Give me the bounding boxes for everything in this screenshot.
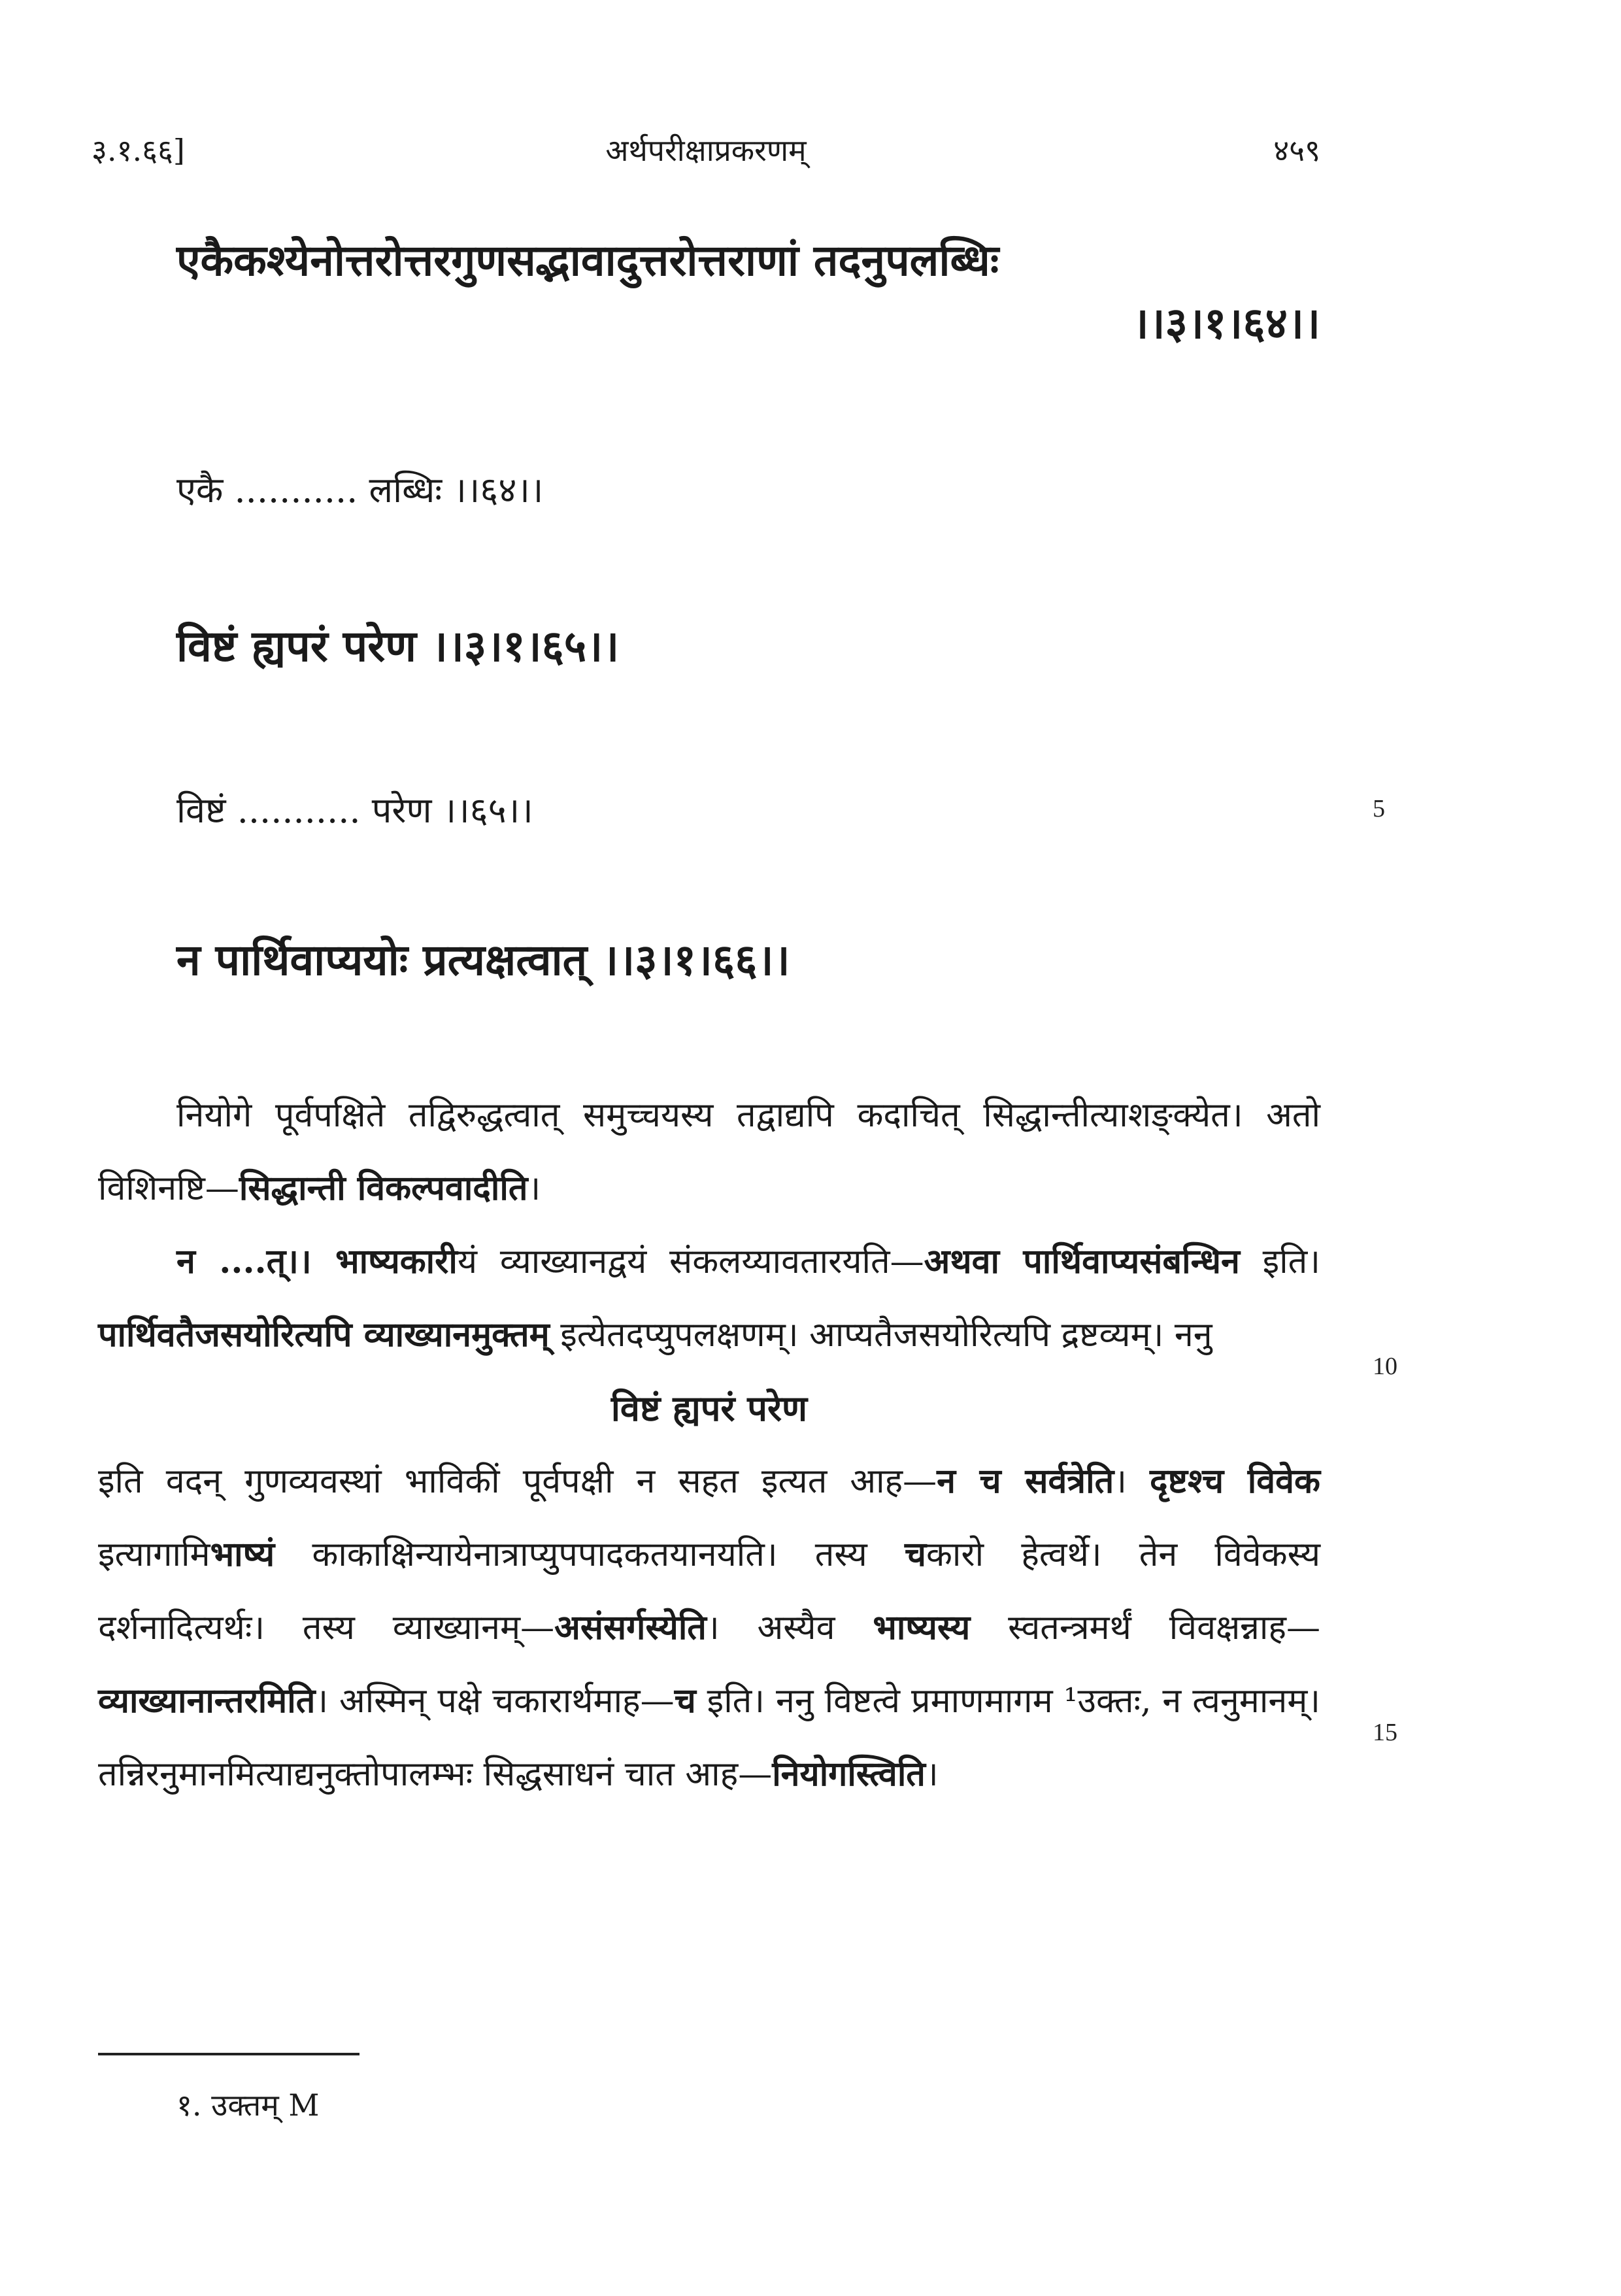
sutra-64 (176, 229, 1320, 354)
commentary-paragraph-3: इति वदन् गुणव्यवस्थां भाविकीं पूर्वपक्षी न सहत इत्यत आह—न च सर्वत्रेति। दृष्टश्च विवेक इत्यागामिभाष्यं काकाक्षिन्यायेनात्राप्युपपादकतयानयति। तस्य चकारो हेत्वर्थे। तेन विवेकस्य दर्शनादित्यर्थः। तस्य व्याख्यानम्—असंसर्गस्येति। अस्यैव भाष्यस्य स्वतन्त्रमर्थं विवक्षन्नाह—व्याख्यानान्तरमिति। अस्मिन् पक्षे चकारार्थमाह—च इति। ननु विष्टत्वे प्रमाणमागम ¹उक्तः, न त्वनुमानम्। तन्निरनुमानमित्याद्यनुक्तोपालम्भः सिद्धसाधनं चात आह—नियोगस्त्विति। (98, 1461, 1321, 1794)
lemma-ca-2: च (674, 1681, 696, 1721)
commentary-paragraph-2: न ....त्।। भाष्यकारीयं व्याख्यानद्वयं संकलय्यावतारयति—अथवा पार्थिवाप्यसंबन्धिन इति। पार्थिवतैजसयोरित्यपि व्याख्यानमुक्तम् इत्येतदप्युपलक्षणम्। आप्यतैजसयोरित्यपि द्रष्टव्यम्। ननु (98, 1241, 1320, 1355)
quoted-sutra-heading: विष्टं ह्यपरं परेण (610, 1387, 808, 1429)
pratika-65: विष्टं ........... परेण ।।६५।। (176, 790, 533, 831)
sutra-64-line-1: एकैकश्येनोत्तरोत्तरगुणसद्भावादुत्तरोत्तराणां तदनुपलब्धिः (176, 235, 999, 286)
pratika-64: एकै ........... लब्धिः ।।६४।। (176, 469, 544, 511)
commentary-paragraph-1: नियोगे पूर्वपक्षिते तद्विरुद्धत्वात् समुच्चयस्य तद्वाद्यपि कदाचित् सिद्धान्तीत्याशङ्क्येत। अतो विशिनष्टि—सिद्धान्ती विकल्पवादीति। (98, 1096, 1320, 1208)
lemma-asamsarga: असंसर्गस्येति (554, 1608, 707, 1647)
lemma-na-ca-sarvatra: न च सर्वत्रेति (937, 1461, 1114, 1501)
lemma-niyogas-tu: नियोगस्त्विति (772, 1754, 926, 1794)
lemma-vyakhyanantaram: व्याख्यानान्तरमिति (98, 1681, 316, 1721)
lemma-siddhanti: सिद्धान्ती विकल्पवादीति (239, 1168, 528, 1208)
footnote: १. उक्तम् M (176, 2087, 320, 2123)
lemma-athava: अथवा पार्थिवाप्यसंबन्धिन (924, 1241, 1240, 1281)
commentary (98, 1079, 1320, 1811)
sutra-65: विष्टं ह्यपरं परेण ।।३।१।६५।। (176, 620, 620, 671)
section-reference: ३.१.६६] (92, 133, 185, 168)
lemma-drishtash-ca: दृष्टश्च विवेक (1150, 1461, 1320, 1501)
line-number-15: 15 (1373, 1719, 1397, 1746)
footnote-divider (98, 2053, 359, 2055)
line-number-5: 5 (1373, 795, 1385, 822)
lemma-na-bhashyakari: न ....त्।। भाष्यकारी (176, 1241, 458, 1281)
page-number: ४५९ (1273, 133, 1320, 168)
running-head (92, 124, 1320, 177)
sutra-66: न पार्थिवाप्ययोः प्रत्यक्षत्वात् ।।३।१।६६।। (176, 934, 790, 985)
lemma-ca-1: च (904, 1534, 926, 1574)
sutra-64-line-2: ।।३।१।६४।। (1132, 297, 1320, 348)
chapter-title: अर्थपरीक्षाप्रकरणम् (605, 133, 807, 168)
lemma-bhashyam: भाष्यं (210, 1534, 275, 1574)
lemma-parthiva-taijasa: पार्थिवतैजसयोरित्यपि व्याख्यानमुक्तम् (98, 1315, 550, 1355)
line-number-10: 10 (1373, 1353, 1397, 1380)
lemma-bhashyasya: भाष्यस्य (873, 1608, 971, 1647)
